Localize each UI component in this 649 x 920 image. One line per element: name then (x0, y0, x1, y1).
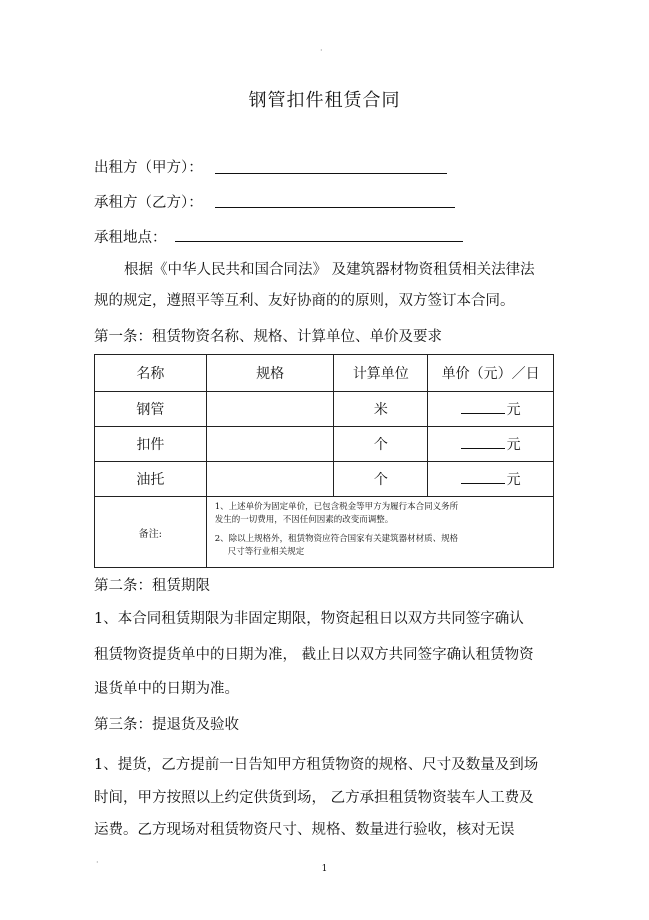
article1-heading: 第一条：租赁物资名称、规格、计算单位、单价及要求 (94, 329, 442, 345)
item-unit: 米 (334, 392, 428, 427)
item-price (428, 392, 554, 427)
lessor-blank (215, 173, 447, 174)
item-unit: 个 (334, 462, 428, 497)
lessee-label: 承租方（乙方）： (94, 195, 203, 211)
price-table (94, 354, 554, 568)
table-row (95, 462, 554, 497)
remark-line: 2、除以上规格外，租赁物资应符合国家有关建筑器材材质、规格 (214, 534, 459, 544)
lessor-label: 出租方（甲方）： (94, 160, 203, 176)
article2-heading: 第二条：租赁期限 (94, 578, 210, 594)
price-suffix: 元 (506, 402, 521, 418)
lessee-blank (215, 207, 455, 208)
article2-line-2: 租赁物资提货单中的日期为准， 截止日以双方共同签字确认租赁物资 (94, 647, 534, 663)
remark-line: 尺寸等行业相关规定 (227, 547, 305, 557)
remark-item (215, 533, 547, 559)
item-price (428, 427, 554, 462)
header-price: 单价（元）／日 (428, 355, 554, 392)
remark-line: 发生的一切费用，不因任何因素的改变而调整。 (214, 515, 394, 525)
item-spec (206, 462, 334, 497)
article3-line-3: 运费。乙方现场对租赁物资尺寸、规格、数量进行验收，核对无误 (94, 822, 515, 838)
remarks-content (206, 497, 553, 568)
location-blank (175, 241, 463, 242)
header-unit: 计算单位 (334, 355, 428, 392)
remark-line: 1、上述单价为固定单价，已包含税金等甲方为履行本合同义务所 (214, 502, 459, 512)
table-header-row (95, 355, 554, 392)
item-price (428, 462, 554, 497)
price-blank (461, 436, 505, 449)
item-spec (206, 392, 334, 427)
location-label: 承租地点： (94, 230, 167, 246)
item-spec (206, 427, 334, 462)
page-number: 1 (321, 864, 328, 874)
price-suffix: 元 (506, 472, 521, 488)
item-name: 扣件 (95, 427, 207, 462)
remarks-row (95, 497, 554, 568)
price-blank (461, 401, 505, 414)
price-suffix: 元 (506, 437, 521, 453)
top-mark: · (320, 46, 323, 55)
header-spec: 规格 (206, 355, 334, 392)
article3-heading: 第三条：提退货及验收 (94, 717, 239, 733)
article2-line-3: 退货单中的日期为准。 (94, 681, 239, 697)
remark-item (215, 501, 547, 527)
article3-line-2: 时间，甲方按照以上约定供货到场， 乙方承担租赁物资装车人工费及 (94, 790, 534, 806)
item-name: 钢管 (95, 392, 207, 427)
article2-line-1: 1、本合同租赁期限为非固定期限，物资起租日以双方共同签字确认 (94, 611, 524, 627)
bottom-mark: · (96, 858, 99, 867)
document-title: 钢管扣件租赁合同 (248, 90, 401, 111)
item-unit: 个 (334, 427, 428, 462)
intro-line-2: 规的规定，遵照平等互利、友好协商的的原则，双方签订本合同。 (94, 293, 515, 309)
table-row (95, 392, 554, 427)
intro-line-1: 根据《中华人民共和国合同法》 及建筑器材物资租赁相关法律法 (124, 262, 535, 278)
header-name: 名称 (95, 355, 207, 392)
price-blank (461, 471, 505, 484)
item-name: 油托 (95, 462, 207, 497)
table-row (95, 427, 554, 462)
article3-line-1: 1、提货，乙方提前一日告知甲方租赁物资的规格、尺寸及数量及到场 (94, 757, 539, 773)
remarks-label: 备注: (95, 497, 207, 568)
